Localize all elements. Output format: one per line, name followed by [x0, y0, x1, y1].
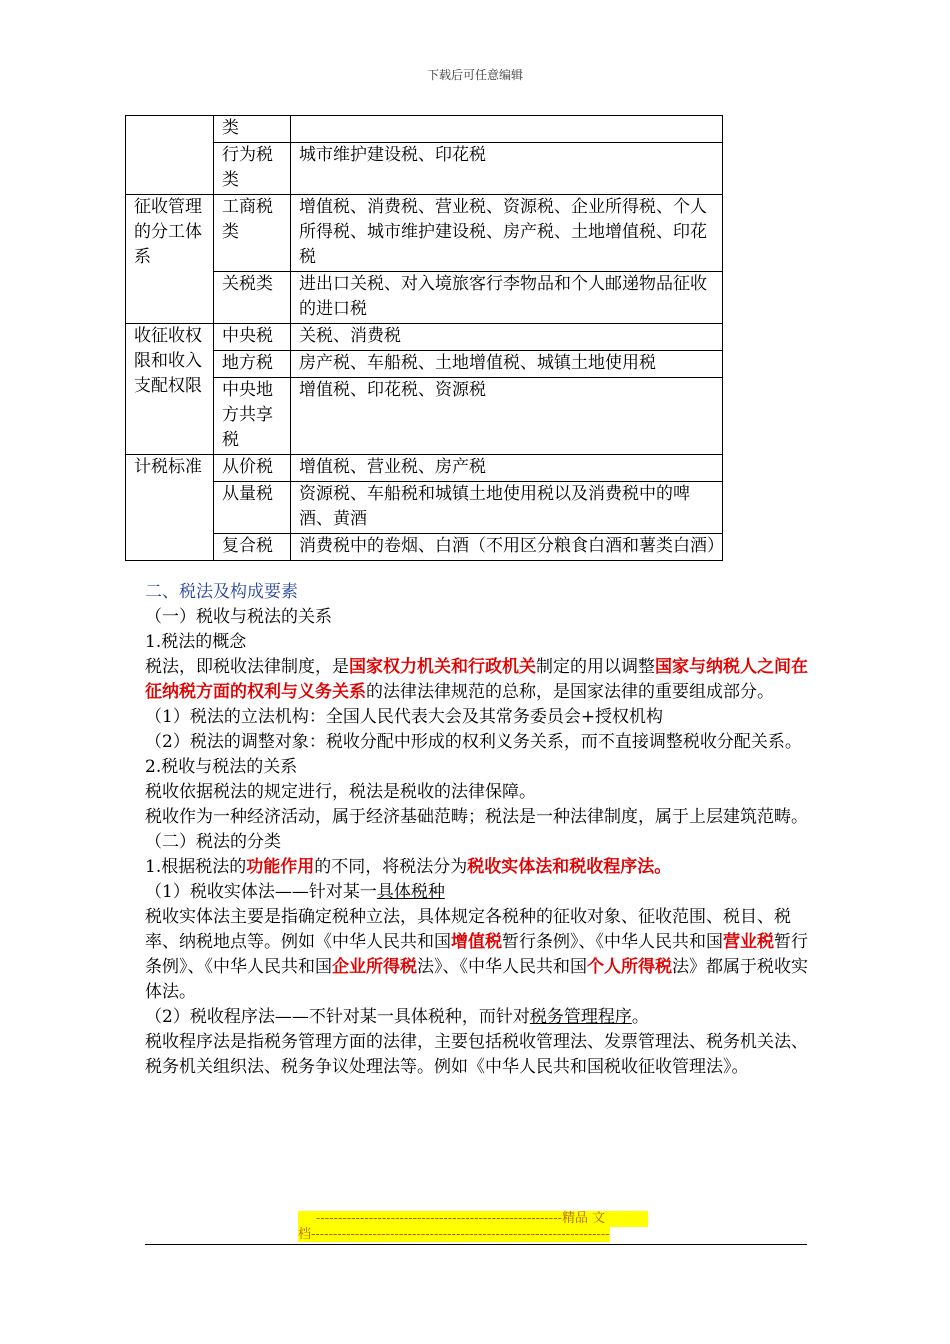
emphasis: 国家权力机关和行政机关 — [349, 657, 536, 677]
item-heading: 1.根据税法的功能作用的不同，将税法分为税收实体法和税收程序法。 — [145, 857, 672, 877]
table-cell — [291, 116, 723, 143]
table-cell: 中央税 — [214, 324, 291, 351]
paragraph: 税收依据税法的规定进行，税法是税收的法律保障。 — [145, 782, 536, 802]
emphasis: 功能作用 — [246, 857, 315, 877]
emphasis: 增值税 — [451, 932, 502, 952]
table-row — [126, 378, 723, 455]
table-cell: 从量税 — [214, 482, 291, 534]
table-cell: 复合税 — [214, 534, 291, 561]
table-cell: 行为税类 — [214, 143, 291, 195]
table-cell: 类 — [214, 116, 291, 143]
table-cell: 消费税中的卷烟、白酒（不用区分粮食白酒和薯类白酒） — [291, 534, 723, 561]
page-footer — [298, 1211, 648, 1243]
table-row — [126, 324, 723, 351]
table-row — [126, 143, 723, 195]
table-row — [126, 351, 723, 378]
table-cell: 关税、消费税 — [291, 324, 723, 351]
list-item: （2）税收程序法——不针对某一具体税种，而针对税务管理程序。 — [145, 1007, 649, 1027]
table-row — [126, 455, 723, 482]
section-title: 二、税法及构成要素 — [145, 582, 298, 602]
paragraph: 税收实体法主要是指确定税种立法，具体规定各税种的征收对象、征收范围、税目、税率、纳税地点等。例如《中华人民共和国增值税暂行条例》、《中华人民共和国营业税暂行条例》、《中华人民共和国企业所得税法》、《中华人民共和国个人所得税法》都属于税收实体法。 — [145, 907, 808, 1002]
table-cell — [126, 116, 214, 195]
item-heading: 2.税收与税法的关系 — [145, 757, 298, 777]
table-cell: 关税类 — [214, 272, 291, 324]
table-cell: 征收管理的分工体系 — [126, 195, 214, 324]
table-cell: 增值税、营业税、房产税 — [291, 455, 723, 482]
list-item: （1）税法的立法机构：全国人民代表大会及其常务委员会+授权机构 — [145, 707, 664, 727]
table-row — [126, 195, 723, 272]
list-item: （2）税法的调整对象：税收分配中形成的权利义务关系，而不直接调整税收分配关系。 — [145, 732, 802, 752]
subsection-title: （一）税收与税法的关系 — [145, 607, 332, 627]
emphasis: 企业所得税 — [332, 957, 417, 977]
table-cell: 从价税 — [214, 455, 291, 482]
underlined-term: 税务管理程序 — [529, 1007, 632, 1027]
table-cell: 资源税、车船税和城镇土地使用税以及消费税中的啤酒、黄酒 — [291, 482, 723, 534]
table-cell: 工商税类 — [214, 195, 291, 272]
footer-line-2: 档-------------------------------------------------------------------- — [298, 1227, 610, 1242]
list-item: （1）税收实体法——针对某一具体税种 — [145, 882, 445, 902]
tax-classification-table — [125, 115, 723, 561]
emphasis: 税收实体法和税收程序法。 — [467, 857, 672, 877]
table-cell: 中央地方共享税 — [214, 378, 291, 455]
table-row — [126, 272, 723, 324]
underlined-term: 具体税种 — [376, 882, 445, 902]
table-cell: 城市维护建设税、印花税 — [291, 143, 723, 195]
table-cell: 增值税、印花税、资源税 — [291, 378, 723, 455]
page-header: 下载后可任意编辑 — [426, 68, 523, 82]
footer-divider — [145, 1244, 807, 1245]
table-row — [126, 534, 723, 561]
item-heading: 1.税法的概念 — [145, 632, 247, 652]
emphasis: 营业税 — [723, 932, 774, 952]
paragraph: 税收作为一种经济活动，属于经济基础范畴；税法是一种法律制度，属于上层建筑范畴。 — [145, 807, 808, 827]
subsection-title: （二）税法的分类 — [145, 832, 281, 852]
emphasis: 个人所得税 — [587, 957, 672, 977]
footer-line-1: --------------------------------------------------------精品 文 — [298, 1211, 648, 1227]
emphasis: 国家与纳税人之间在征纳税方面的权利与义务关系 — [145, 657, 808, 702]
table-cell: 增值税、消费税、营业税、资源税、企业所得税、个人所得税、城市维护建设税、房产税、土地增值税、印花税 — [291, 195, 723, 272]
table-cell: 计税标准 — [126, 455, 214, 561]
table-cell: 进出口关税、对入境旅客行李物品和个人邮递物品征收的进口税 — [291, 272, 723, 324]
table-cell: 地方税 — [214, 351, 291, 378]
paragraph: 税法，即税收法律制度，是国家权力机关和行政机关制定的用以调整国家与纳税人之间在征纳税方面的权利与义务关系的法律法律规范的总称，是国家法律的重要组成部分。 — [145, 657, 808, 702]
paragraph: 税收程序法是指税务管理方面的法律，主要包括税收管理法、发票管理法、税务机关法、税务机关组织法、税务争议处理法等。例如《中华人民共和国税收征收管理法》。 — [145, 1032, 808, 1077]
table-cell: 收征收权限和收入支配权限 — [126, 324, 214, 455]
document-body — [145, 580, 810, 1080]
table-row — [126, 482, 723, 534]
table-row — [126, 116, 723, 143]
table-cell: 房产税、车船税、土地增值税、城镇土地使用税 — [291, 351, 723, 378]
